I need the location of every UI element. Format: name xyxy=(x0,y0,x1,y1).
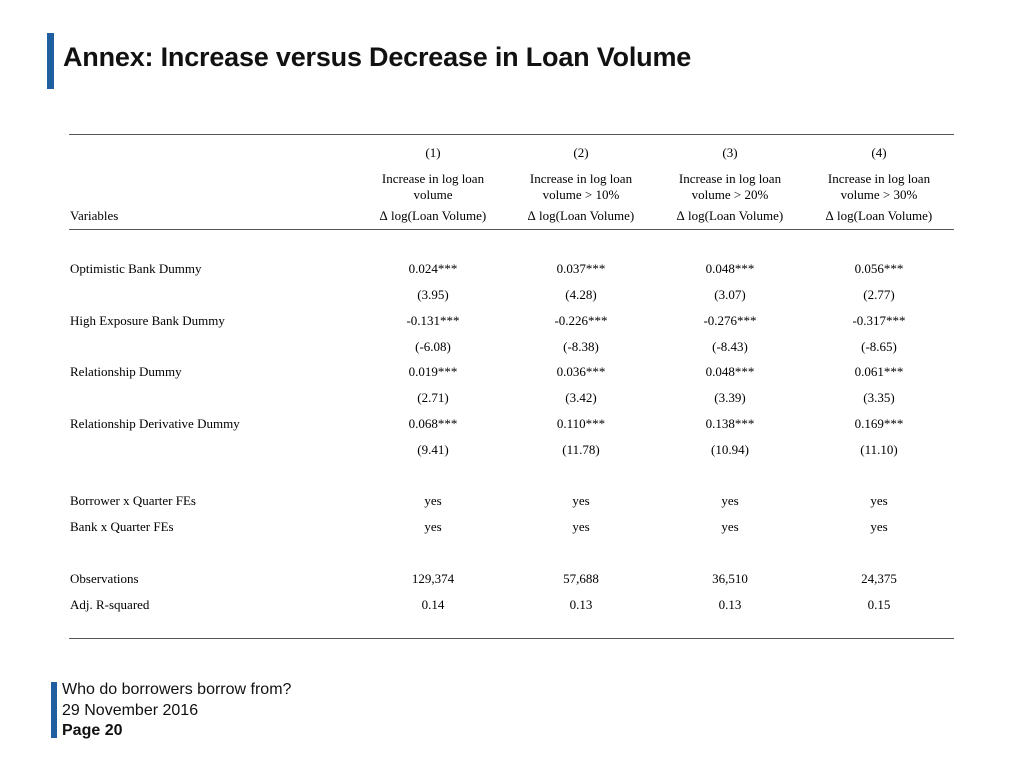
table-cell: 0.056*** xyxy=(854,261,904,276)
table-cell: (3.42) xyxy=(565,390,597,405)
table-cell: 0.037*** xyxy=(556,261,606,276)
table-cell: yes xyxy=(424,493,442,508)
footer-date: 29 November 2016 xyxy=(62,702,199,719)
table-cell: (9.41) xyxy=(417,442,449,457)
page-title: Annex: Increase versus Decrease in Loan Volume xyxy=(63,42,692,72)
table-cell: 0.13 xyxy=(569,597,593,612)
table-cell: -0.317*** xyxy=(852,313,906,328)
row-label: Relationship Derivative Dummy xyxy=(70,416,240,431)
table-cell: (3.35) xyxy=(863,390,895,405)
row-label: Observations xyxy=(70,571,139,586)
table-cell: yes xyxy=(572,519,590,534)
table-cell: yes xyxy=(870,493,888,508)
table-cell: (3.07) xyxy=(714,287,746,302)
table-cell: 24,375 xyxy=(861,571,897,586)
table-cell: (10.94) xyxy=(711,442,749,457)
table-cell: 0.019*** xyxy=(408,364,458,379)
column-number: (3) xyxy=(722,145,738,160)
table-cell: 129,374 xyxy=(411,571,455,586)
column-description: Increase in log loan xyxy=(827,171,931,186)
table-cell: (-6.08) xyxy=(415,339,451,354)
table-cell: yes xyxy=(424,519,442,534)
table-cell: (3.39) xyxy=(714,390,746,405)
table-cell: 0.13 xyxy=(718,597,742,612)
dependent-variable: ∆ log(Loan Volume) xyxy=(825,208,933,223)
table-cell: -0.226*** xyxy=(554,313,608,328)
row-label: Bank x Quarter FEs xyxy=(70,519,174,534)
table-cell: 0.036*** xyxy=(556,364,606,379)
row-label: Relationship Dummy xyxy=(70,364,182,379)
footer-accent-bar xyxy=(51,682,57,738)
table-cell: 0.048*** xyxy=(705,261,755,276)
column-description: Increase in log loan xyxy=(678,171,782,186)
column-description: volume > 10% xyxy=(542,187,620,202)
table-cell: (4.28) xyxy=(565,287,597,302)
table-cell: 0.061*** xyxy=(854,364,904,379)
table-bottom-rule xyxy=(69,638,954,639)
table-cell: 0.068*** xyxy=(408,416,458,431)
table-cell: (11.78) xyxy=(562,442,600,457)
column-description: volume > 30% xyxy=(840,187,918,202)
dependent-variable: ∆ log(Loan Volume) xyxy=(676,208,784,223)
column-number: (1) xyxy=(425,145,441,160)
row-label: Borrower x Quarter FEs xyxy=(70,493,196,508)
title-accent-bar xyxy=(47,33,54,89)
row-label: High Exposure Bank Dummy xyxy=(70,313,225,328)
table-cell: -0.131*** xyxy=(406,313,460,328)
table-cell: yes xyxy=(721,519,739,534)
column-description: Increase in log loan xyxy=(381,171,485,186)
table-cell: 0.169*** xyxy=(854,416,904,431)
table-cell: yes xyxy=(572,493,590,508)
column-number: (2) xyxy=(573,145,589,160)
table-cell: 0.138*** xyxy=(705,416,755,431)
table-cell: yes xyxy=(870,519,888,534)
table-cell: 57,688 xyxy=(563,571,599,586)
table-cell: (-8.43) xyxy=(712,339,748,354)
table-cell: (3.95) xyxy=(417,287,449,302)
table-cell: 0.110*** xyxy=(556,416,606,431)
table-cell: (-8.65) xyxy=(861,339,897,354)
column-description: volume > 20% xyxy=(691,187,769,202)
table-cell: 0.024*** xyxy=(408,261,458,276)
row-label: Optimistic Bank Dummy xyxy=(70,261,202,276)
table-cell: (2.77) xyxy=(863,287,895,302)
dependent-variable: ∆ log(Loan Volume) xyxy=(527,208,635,223)
table-cell: -0.276*** xyxy=(703,313,757,328)
row-label: Adj. R-squared xyxy=(70,597,150,612)
table-cell: 36,510 xyxy=(712,571,748,586)
table-top-rule xyxy=(69,134,954,135)
dependent-variable: ∆ log(Loan Volume) xyxy=(379,208,487,223)
column-description: Increase in log loan xyxy=(529,171,633,186)
column-number: (4) xyxy=(871,145,887,160)
variables-header: Variables xyxy=(70,208,119,223)
table-cell: 0.15 xyxy=(867,597,891,612)
table-cell: (-8.38) xyxy=(563,339,599,354)
table-cell: 0.048*** xyxy=(705,364,755,379)
column-description: volume xyxy=(413,187,453,202)
footer-presentation-title: Who do borrowers borrow from? xyxy=(62,681,292,698)
table-cell: (11.10) xyxy=(860,442,898,457)
table-cell: (2.71) xyxy=(417,390,449,405)
footer-page-number: Page 20 xyxy=(62,722,123,739)
table-cell: yes xyxy=(721,493,739,508)
header-rule xyxy=(69,229,954,230)
table-cell: 0.14 xyxy=(421,597,445,612)
